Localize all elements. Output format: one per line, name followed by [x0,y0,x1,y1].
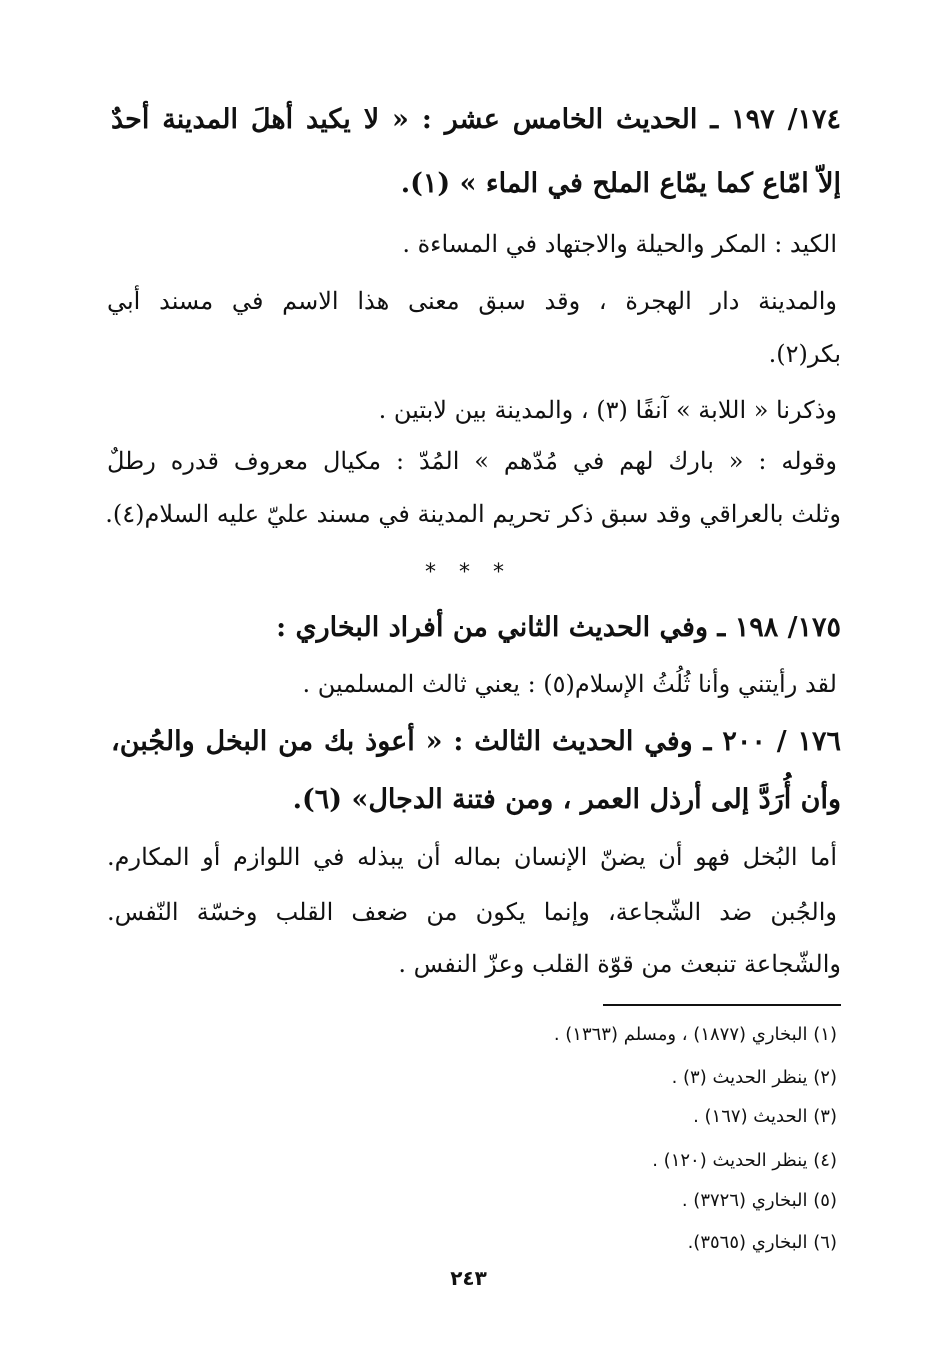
paragraph-thuluth: لقد رأيتني وأنا ثُلُثُ الإسلام(٥) : يعني ثالث المسلمين . [302,670,837,698]
paragraph-bukhl: أما البُخل فهو أن يضنّ الإنسان بماله أن يبذله في اللوازم أو المكارم. [107,843,837,871]
paragraph-kayd-definition: الكيد : المكر والحيلة والاجتهاد في المساءة . [402,230,837,258]
hadith-174-heading-line-2: إلاّ امّاع كما يمّاع الملح في الماء » (١). [400,168,841,199]
hadith-175-heading: ١٧٥/ ١٩٨ ـ وفي الحديث الثاني من أفراد البخاري : [276,612,841,643]
hadith-176-heading-line-2: وأن أُرَدَّ إلى أرذل العمر ، ومن فتنة الدجال» (٦). [292,784,841,815]
footnote-3: (٣) الحديث (١٦٧) . [693,1106,837,1127]
footnote-4: (٤) ينظر الحديث (١٢٠) . [652,1150,837,1171]
footnote-5: (٥) البخاري (٣٧٢٦) . [681,1190,837,1211]
paragraph-mudd-line-1: وقوله : « بارك لهم في مُدّهم » المُدّ : مكيال معروف قدره رطلٌ [107,447,837,475]
footnote-2: (٢) ينظر الحديث (٣) . [671,1067,837,1088]
paragraph-laba: وذكرنا « اللابة » آنفًا (٣) ، والمدينة بين لابتين . [378,396,837,424]
paragraph-madina-line-1: والمدينة دار الهجرة ، وقد سبق معنى هذا الاسم في مسند أبي [107,287,837,315]
paragraph-mudd-line-2: وثلث بالعراقي وقد سبق ذكر تحريم المدينة في مسند عليّ عليه السلام(٤). [105,500,841,528]
hadith-176-heading-line-1: ١٧٦ / ٢٠٠ ـ وفي الحديث الثالث : « أعوذ بك من البخل والجُبن، [111,726,842,757]
section-separator: * * * [425,560,512,585]
paragraph-shajaa: والشّجاعة تنبعث من قوّة القلب وعزّ النفس . [398,950,841,978]
footnote-divider [603,1004,841,1006]
footnote-1: (١) البخاري (١٨٧٧) ، ومسلم (١٣٦٣) . [553,1024,837,1045]
footnote-6: (٦) البخاري (٣٥٦٥). [687,1232,837,1253]
paragraph-madina-line-2: بكر(٢). [768,340,841,368]
paragraph-jubn: والجُبن ضد الشّجاعة، وإنما يكون من ضعف القلب وخسّة النّفس. [107,898,837,926]
hadith-174-heading-line-1: ١٧٤/ ١٩٧ ـ الحديث الخامس عشر : « لا يكيد أهلَ المدينة أحدٌ [111,104,841,135]
page-number: ٢٤٣ [450,1266,487,1290]
